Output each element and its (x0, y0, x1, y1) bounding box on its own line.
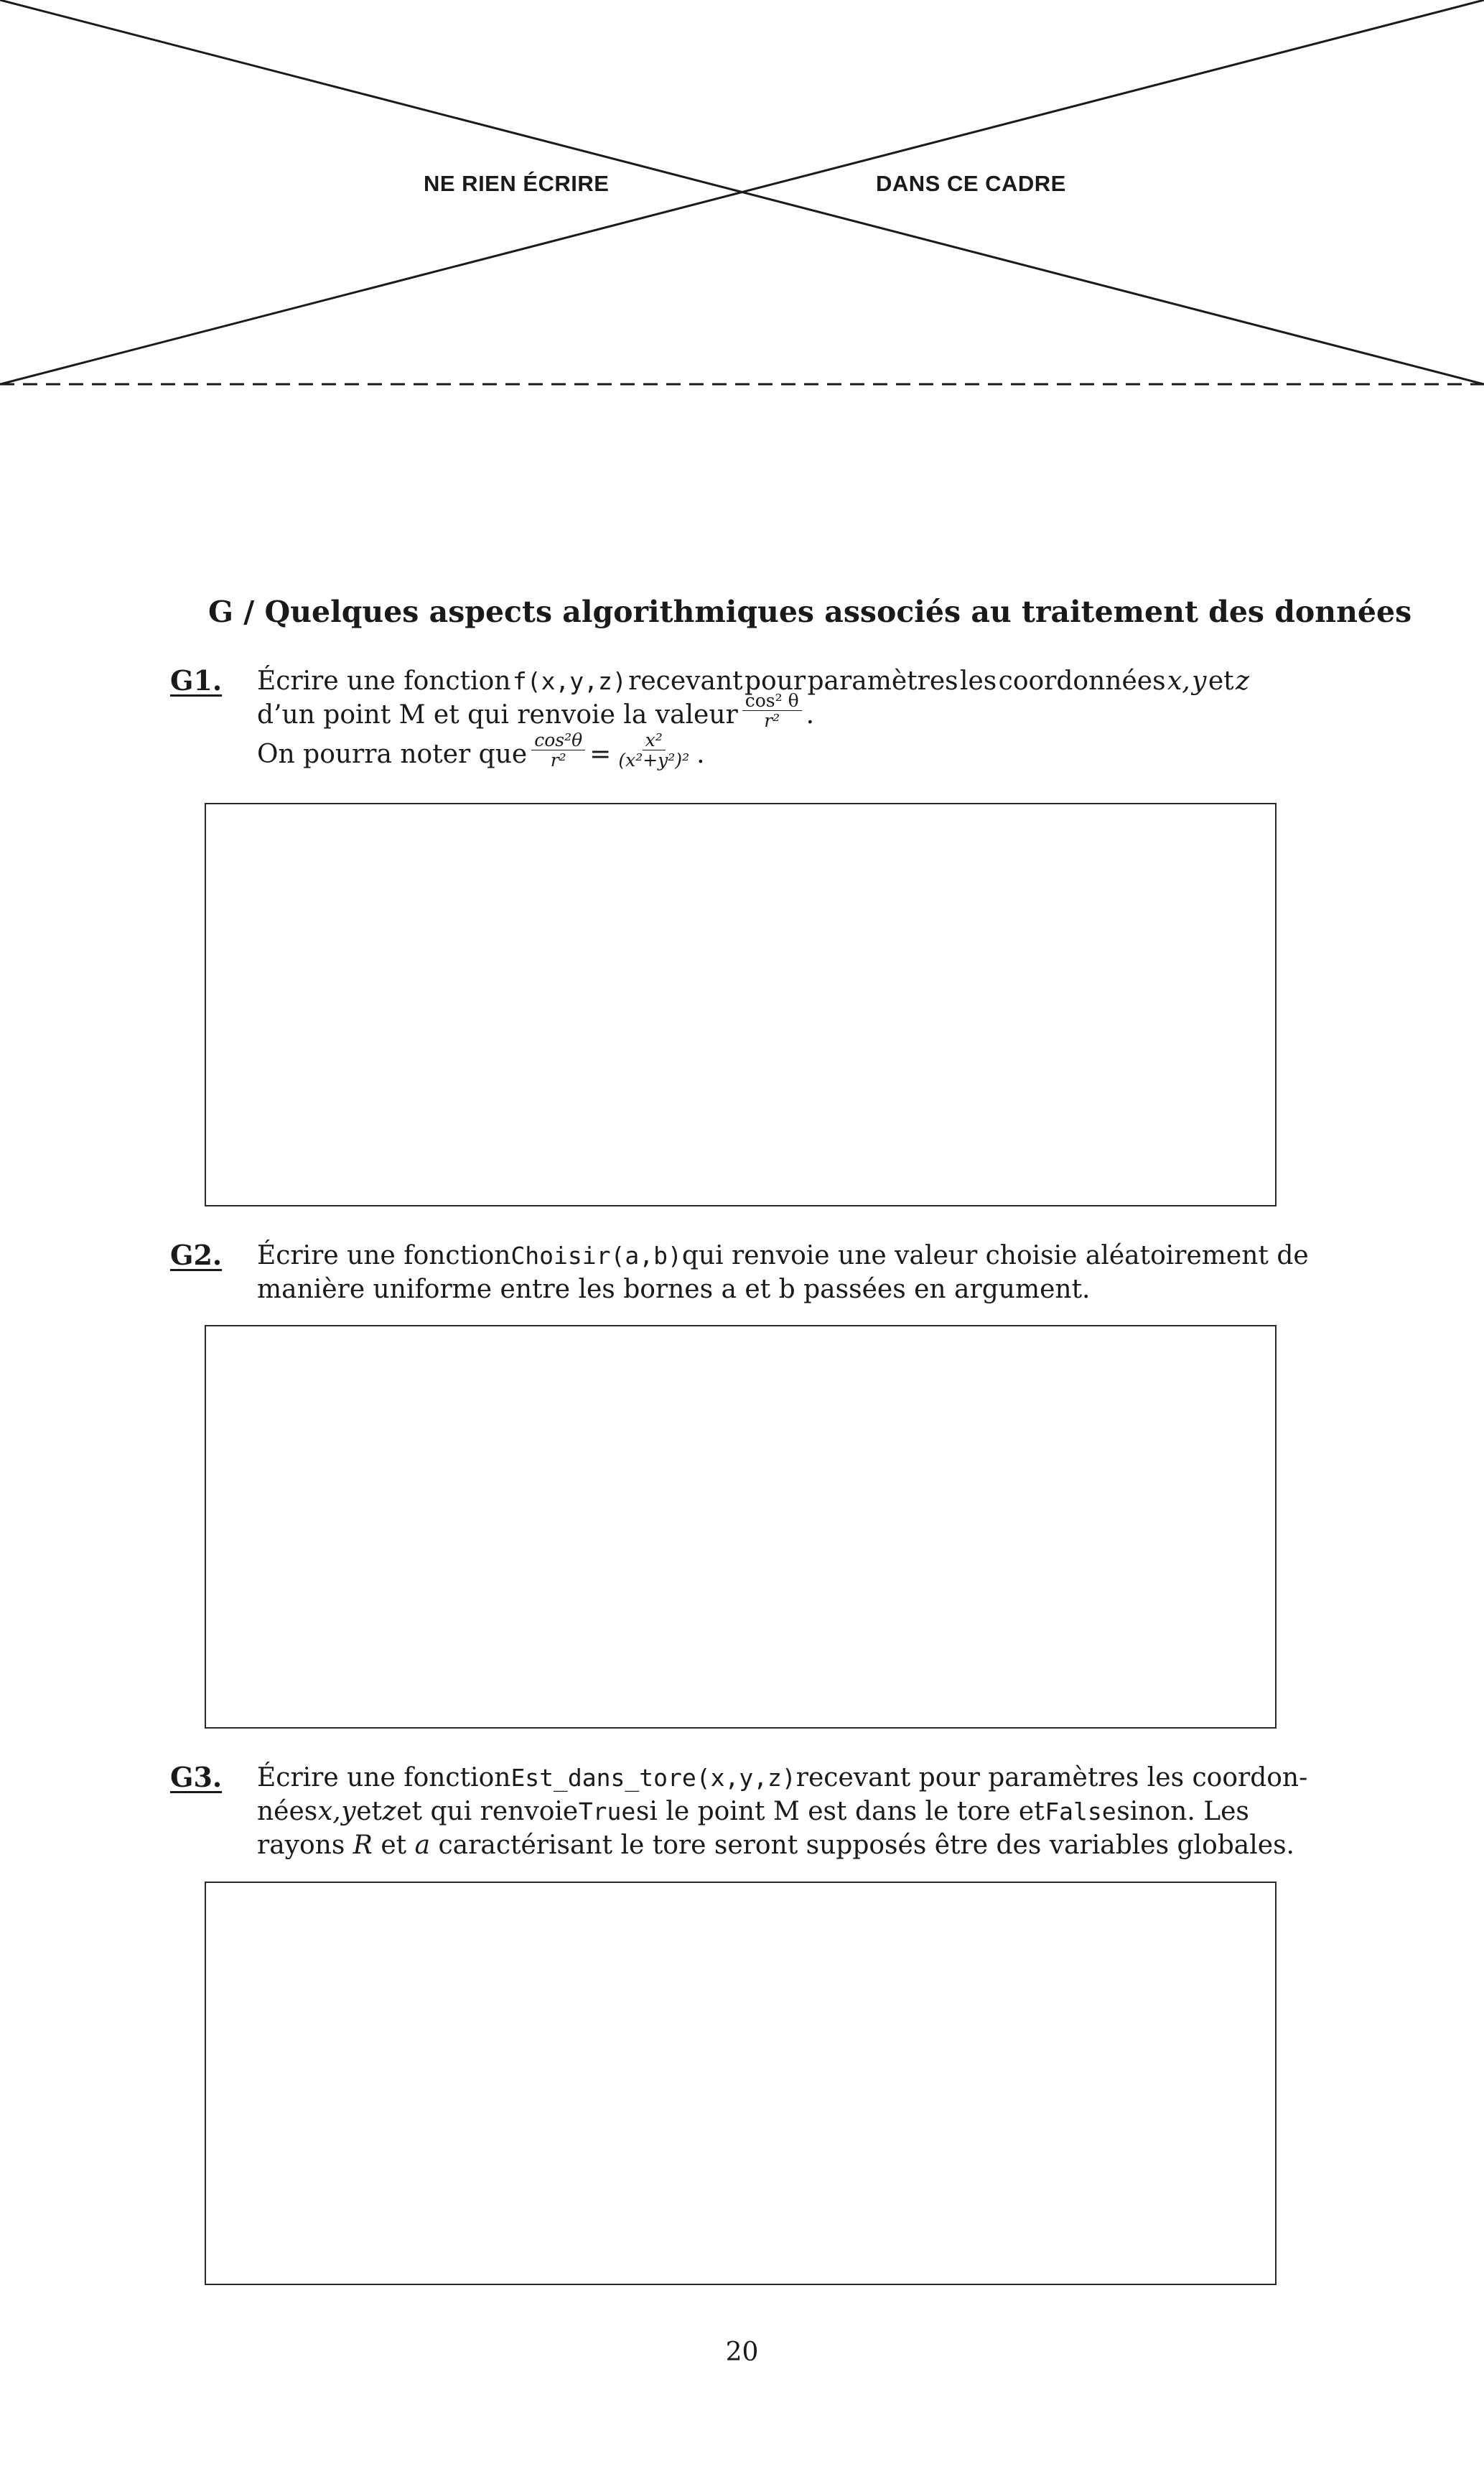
fraction-den: r² (764, 710, 780, 731)
question-label-g1: G1. (170, 664, 223, 697)
question-text-g1 (257, 664, 1249, 777)
g1-line-3: On pourra noter que $\frac{\text{cos²θ}}{\text{r²}}$ = $\frac{\text{x²}}{\text{(x²+y²)²}}$ . (257, 738, 1249, 777)
fraction-cos2-over-r2 (742, 691, 802, 730)
g3-line-2 (257, 1795, 1249, 1828)
text: coordonnées (998, 666, 1166, 696)
fraction-cos2-over-r2-b (531, 730, 585, 770)
g3-line-1 (257, 1761, 1308, 1795)
text: et (1208, 666, 1234, 696)
fraction-num: x² (643, 730, 666, 750)
section-title: G / Quelques aspects algorithmiques associés au traitement des données (208, 595, 1412, 629)
g1-line-2: d’un point M et qui renvoie la valeur $\frac{\text{cos² θ}}{\text{r²}}$ . (257, 698, 1249, 738)
g3-line-3 (257, 1828, 1294, 1862)
text: et (381, 1831, 407, 1860)
code-true: True (578, 1798, 636, 1826)
code-est-dans-tore: Est_dans_tore(x,y,z) (510, 1764, 796, 1792)
g2-line-2 (257, 1273, 1249, 1306)
text: qui renvoie une valeur choisie aléatoirement de (681, 1241, 1309, 1270)
text: caractérisant le tore seront supposés être des variables globales. (438, 1831, 1294, 1860)
fraction-den: (x²+y²)² (618, 750, 690, 771)
math-x: x, (1167, 666, 1190, 696)
text: pour (745, 666, 806, 696)
question-text-g3 (257, 1761, 1308, 1862)
text: On pourra noter que (257, 740, 528, 769)
text: rayons (257, 1831, 345, 1860)
text: Écrire une fonction (257, 666, 511, 696)
code-choisir: Choisir(a,b) (510, 1242, 682, 1270)
code-f: f(x,y,z) (512, 667, 627, 695)
fraction-num: cos²θ (531, 730, 585, 750)
text: sinon. Les (1116, 1797, 1249, 1826)
banner-right: DANS CE CADRE (876, 171, 1066, 196)
text: paramètres (807, 666, 958, 696)
math-R: R (353, 1831, 373, 1860)
question-label-g2: G2. (170, 1239, 223, 1271)
code-false: False (1045, 1798, 1116, 1826)
fraction-num: cos² θ (742, 691, 802, 711)
g2-line-1 (257, 1239, 1309, 1273)
answer-box-g3[interactable] (205, 1882, 1277, 2285)
page-number: 20 (725, 2338, 759, 2367)
equals-sign: = (589, 740, 612, 769)
question-text-g2 (257, 1239, 1309, 1306)
text: Écrire une fonction (257, 1241, 511, 1270)
fraction-den: r² (550, 750, 566, 771)
text: d’un point M et qui renvoie la valeur (257, 700, 738, 730)
text: manière uniforme entre les bornes a et b passées en argument. (257, 1275, 1091, 1304)
banner-left: NE RIEN ÉCRIRE (424, 171, 610, 196)
math-y: y (341, 1797, 356, 1826)
no-write-frame (0, 0, 1484, 402)
answer-box-g1[interactable] (205, 803, 1277, 1206)
text: les (959, 666, 997, 696)
text: Écrire une fonction (257, 1763, 511, 1792)
answer-box-g2[interactable] (205, 1325, 1277, 1729)
text: recevant pour paramètres les coordon- (795, 1763, 1308, 1792)
math-y: y (1192, 666, 1207, 696)
math-z: z (1236, 666, 1249, 696)
text: et (356, 1797, 383, 1826)
text: nées (257, 1797, 318, 1826)
math-x: x, (317, 1797, 341, 1826)
question-label-g3: G3. (170, 1761, 223, 1793)
text: et qui renvoie (396, 1797, 579, 1826)
fraction-x2-over-sum (615, 730, 692, 770)
math-z: z (382, 1797, 396, 1826)
text: recevant (628, 666, 743, 696)
math-a: a (414, 1831, 431, 1860)
text: si le point M est dans le tore et (635, 1797, 1045, 1826)
